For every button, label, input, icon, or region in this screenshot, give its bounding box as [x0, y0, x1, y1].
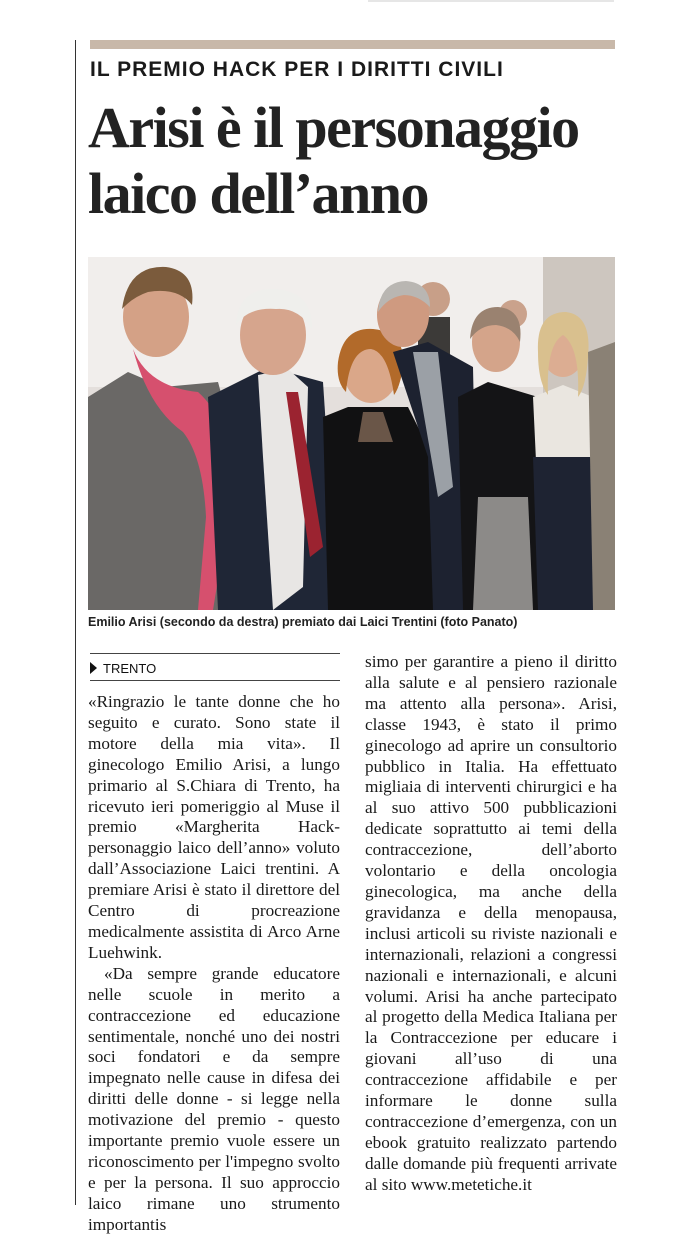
- headline-line-2: laico dell’anno: [88, 161, 429, 226]
- group-photo-illustration: [88, 257, 615, 610]
- article-photo: [88, 257, 615, 610]
- dateline: [90, 658, 156, 678]
- top-divider: [368, 0, 614, 2]
- dateline-marker-icon: [90, 662, 97, 674]
- dateline-text: TRENTO: [103, 660, 157, 676]
- kicker-bar: [90, 40, 615, 49]
- kicker: IL PREMIO HACK PER I DIRITTI CIVILI: [90, 58, 504, 81]
- article-column-2: [365, 652, 617, 1196]
- body-paragraph-2: «Da sempre grande educatore nelle scuole in merito a contraccezione ed educazione sentimentale, nonché uno dei nostri soci fondatori e da sempre impegnato nelle cause in difesa dei diritti delle donne - si legge nella motivazione del premio - questo importante premio vuole essere un riconoscimento per l'impegno svolto e per la persona. Il suo approccio laico rimane uno strumento importantis: [88, 963, 340, 1234]
- body-paragraph-2-continued: simo per garantire a pieno il diritto alla salute e al pensiero razionale ma attento alla persona». Arisi, classe 1943, è stato il primo ginecologo ad aprire un consultorio pubblico in Italia. Ha effettuato migliaia di interventi chirurgici e ha al suo attivo 500 pubblicazioni dedicate soprattutto ai temi della contraccezione, dell’aborto volontario e della oncologia ginecologica, ma anche della gravidanza e della menopausa, inclusi articoli su riviste nazionali e internazionali, relazioni a congressi nazionali e internazionali, e alcuni volumi. Arisi ha anche partecipato al progetto della Medica Italiana per la Contraccezione per educare i giovani all’uso di una contraccezione affidabile e per informare le donne sulla contraccezione d’emergenza, con un ebook gratuito realizzato partendo dalle domande più frequenti arrivate al sito www.metetiche.it: [365, 652, 617, 1194]
- headline: [88, 95, 628, 227]
- photo-caption: Emilio Arisi (secondo da destra) premiato dai Laici Trentini (foto Panato): [88, 615, 518, 629]
- headline-line-1: Arisi è il personaggio: [88, 95, 579, 160]
- article-column-1: [88, 692, 340, 1236]
- column-rule: [75, 40, 76, 1205]
- dateline-rule-bottom: [90, 680, 340, 681]
- body-paragraph-1: «Ringrazio le tante donne che ho seguito e curato. Sono state il motore della mia vita». Il ginecologo Emilio Arisi, a lungo primario al S.Chiara di Trento, ha ricevuto ieri pomeriggio al Muse il premio «Margherita Hack-personaggio laico dell’anno» voluto dall’Associazione Laici trentini. A premiare Arisi è stato il direttore del Centro di procreazione medicalmente assistita di Arco Arne Luehwink.: [88, 692, 340, 962]
- dateline-rule-top: [90, 653, 340, 654]
